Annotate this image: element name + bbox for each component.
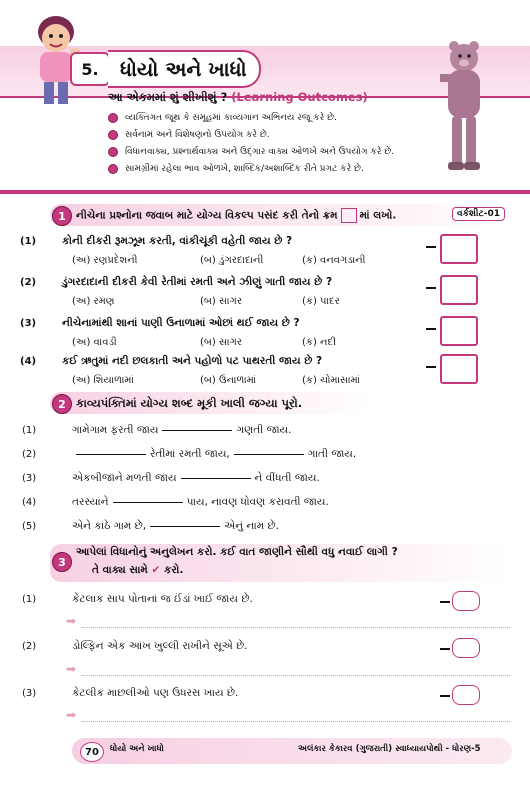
item-number: (3): [22, 473, 37, 484]
blank-field[interactable]: [150, 525, 220, 527]
section1-instruction: [76, 208, 396, 223]
item-number: (2): [22, 449, 37, 460]
chapter-number: 5.: [70, 52, 110, 86]
item-number: (4): [22, 497, 37, 508]
arrow-icon: ➡: [66, 662, 77, 676]
item-number: (2): [22, 641, 37, 652]
copy-line[interactable]: [82, 674, 510, 676]
dash: [440, 648, 450, 650]
bullet-icon: [108, 147, 118, 157]
checkmark-icon: ✔: [151, 564, 161, 576]
blank-field[interactable]: [113, 501, 183, 503]
dash: [426, 287, 436, 289]
learning-outcomes: [108, 90, 438, 186]
dash: [440, 695, 450, 697]
sentence-part: પાય, નાવણ ધોવણ કરાવતી જાય.: [186, 496, 329, 508]
section3-instruction-line1: આપેલાં વિધાનોનું અનુલેખન કરો. કઈ વાત જાણીને સૌથી વધુ નવાઈ લાગી ?: [76, 546, 398, 558]
question-number: (4): [20, 356, 37, 367]
option: (બ) સાગર: [200, 296, 243, 307]
section2-number: 2: [52, 394, 72, 414]
fill-sentence: [72, 448, 356, 461]
section3-instruction-line2: [92, 564, 183, 577]
worksheet-tag: વર્કશીટ-01: [452, 207, 505, 221]
answer-box[interactable]: [440, 316, 478, 346]
lo-item-text: વ્યક્તિગત જૂથ કે સમૂહમાં કાવ્યગાન અભિનય રજૂ કરે છે.: [125, 112, 337, 123]
item-number: (1): [22, 425, 37, 436]
item-number: (3): [22, 688, 37, 699]
question-text: કઈ ઋતુમાં નદી છલકાતી અને પહોળો પટ પાથરતી જાય છે ?: [62, 355, 323, 367]
dash: [426, 246, 436, 248]
bear-illustration: [440, 38, 500, 188]
option: (ક) વનવગડાની: [302, 255, 366, 266]
option: (ક) પાદર: [302, 296, 340, 307]
bullet-icon: [108, 164, 118, 174]
lo-item: [108, 109, 438, 126]
learning-outcomes-heading: [108, 90, 438, 105]
lo-item: [108, 143, 438, 160]
copy-line[interactable]: [82, 626, 510, 628]
question-text: ડુંગરદાદાની દીકરી કેવી રેતીમાં રમતી અને ઝીણું ગાતી જાય છે ?: [62, 276, 333, 288]
statement-text: ડોલ્ફિન એક આંખ ખુલ્લી રાખીને સૂએ છે.: [72, 640, 248, 652]
question-text: કોની દીકરી રૂમઝૂમ કરતી, વાંકીચૂંકી વહેતી જાય છે ?: [62, 235, 293, 247]
lo-item-text: વિધાનવાક્ય, પ્રશ્નાર્થવાક્ય અને ઉદ્ગાર વાક્ય ઓળખે અને ઉપયોગ કરે છે.: [125, 146, 395, 157]
option: (અ) રણપ્રદેશની: [72, 255, 138, 266]
tick-box[interactable]: [452, 638, 480, 658]
item-number: (1): [22, 594, 37, 605]
section3-number: 3: [52, 552, 72, 572]
section1-instruction-b: માં લખો.: [359, 209, 397, 222]
section-divider: [0, 190, 530, 194]
section2-instruction: કાવ્યપંક્તિમાં યોગ્ય શબ્દ મૂકી ખાલી જગ્યા પૂરો.: [76, 396, 303, 410]
question-number: (2): [20, 277, 37, 288]
arrow-icon: ➡: [66, 614, 77, 628]
section1-instruction-a: નીચેના પ્રશ્નોના જવાબ માટે યોગ્ય વિકલ્પ પસંદ કરી તેનો ક્રમ: [76, 209, 338, 222]
answer-box[interactable]: [440, 275, 478, 305]
sentence-part: એને કાંઠે ગામ છે,: [72, 520, 147, 532]
lo-heading-en: (Learning Outcomes): [231, 90, 368, 104]
sentence-part: ને વીંધતી જાય.: [254, 472, 320, 484]
chapter-title: ધોયો અને ખાધો: [108, 50, 261, 88]
tick-box[interactable]: [452, 685, 480, 705]
dash: [440, 601, 450, 603]
sentence-part: એકબીજાને મળતી જાય: [72, 472, 177, 484]
question-text: નીચેનામાંથી શાનાં પાણી ઉનાળામાં ઓછાં થઈ જાય છે ?: [62, 317, 300, 329]
option: (અ) શિયાળામાં: [72, 375, 134, 386]
fill-sentence: [72, 520, 279, 533]
tick-box[interactable]: [452, 591, 480, 611]
dash: [426, 366, 436, 368]
footer-chapter: ધોયો અને ખાધો: [110, 744, 164, 754]
lo-heading-gu: આ એકમમાં શું શીખીશું ?: [108, 90, 228, 104]
instruction-part: કરો.: [163, 564, 184, 576]
sentence-part: ગાતી જાય.: [307, 448, 357, 460]
blank-field[interactable]: [162, 429, 232, 431]
sentence-part: ગણતી જાય.: [236, 424, 292, 436]
item-number: (5): [22, 521, 37, 532]
option: (બ) ઉનાળામાં: [200, 375, 257, 386]
bullet-icon: [108, 130, 118, 140]
blank-field[interactable]: [181, 477, 251, 479]
sentence-part: એનું નામ છે.: [224, 520, 279, 532]
page-number: 70: [80, 742, 104, 762]
bullet-icon: [108, 113, 118, 123]
option: (ક) ચોમાસામાં: [302, 375, 361, 386]
copy-line[interactable]: [82, 720, 510, 722]
fill-sentence: [72, 472, 320, 485]
sentence-part: ગામેગામ ફરતી જાય: [72, 424, 159, 436]
footer-book: અલંકાર કેકારવ (ગુજરાતી) સ્વાધ્યાયપોથી - ધોરણ-5: [298, 744, 481, 754]
lo-item: [108, 126, 438, 143]
blank-field[interactable]: [234, 453, 304, 455]
lo-item-text: સર્વનામ અને વિશેષણનો ઉપયોગ કરે છે.: [125, 129, 270, 140]
option: (બ) ડુંગરદાદાની: [200, 255, 264, 266]
lo-item: [108, 160, 438, 177]
sentence-part: તરસ્યાંને: [72, 496, 109, 508]
fill-sentence: [72, 496, 329, 509]
option: (અ) વાવડી: [72, 337, 117, 348]
answer-box[interactable]: [440, 234, 478, 264]
option: (અ) રમણ: [72, 296, 115, 307]
blank-field[interactable]: [76, 453, 146, 455]
lo-item-text: સામગ્રીમાં રહેલા ભાવ ઓળખે, શાબ્દિક/અશાબ્દિક રીતે પ્રગટ કરે છે.: [125, 163, 364, 174]
dash: [426, 328, 436, 330]
section1-number: 1: [52, 206, 72, 226]
answer-box-icon: [341, 208, 357, 223]
statement-text: કેટલાક સાપ પોતાનાં જ ઈંડાં ખાઈ જાય છે.: [72, 593, 253, 605]
sentence-part: રેતીમાં રમતી જાય,: [150, 448, 230, 460]
question-number: (1): [20, 236, 37, 247]
arrow-icon: ➡: [66, 708, 77, 722]
option: (બ) સાગર: [200, 337, 243, 348]
question-number: (3): [20, 318, 37, 329]
fill-sentence: [72, 424, 292, 437]
statement-text: કેટલીક માછલીઓ પણ ઉધરસ ખાય છે.: [72, 687, 239, 699]
option: (ક) નદી: [302, 337, 336, 348]
answer-box[interactable]: [440, 354, 478, 384]
instruction-part: તે વાક્ય સામે: [92, 564, 148, 576]
